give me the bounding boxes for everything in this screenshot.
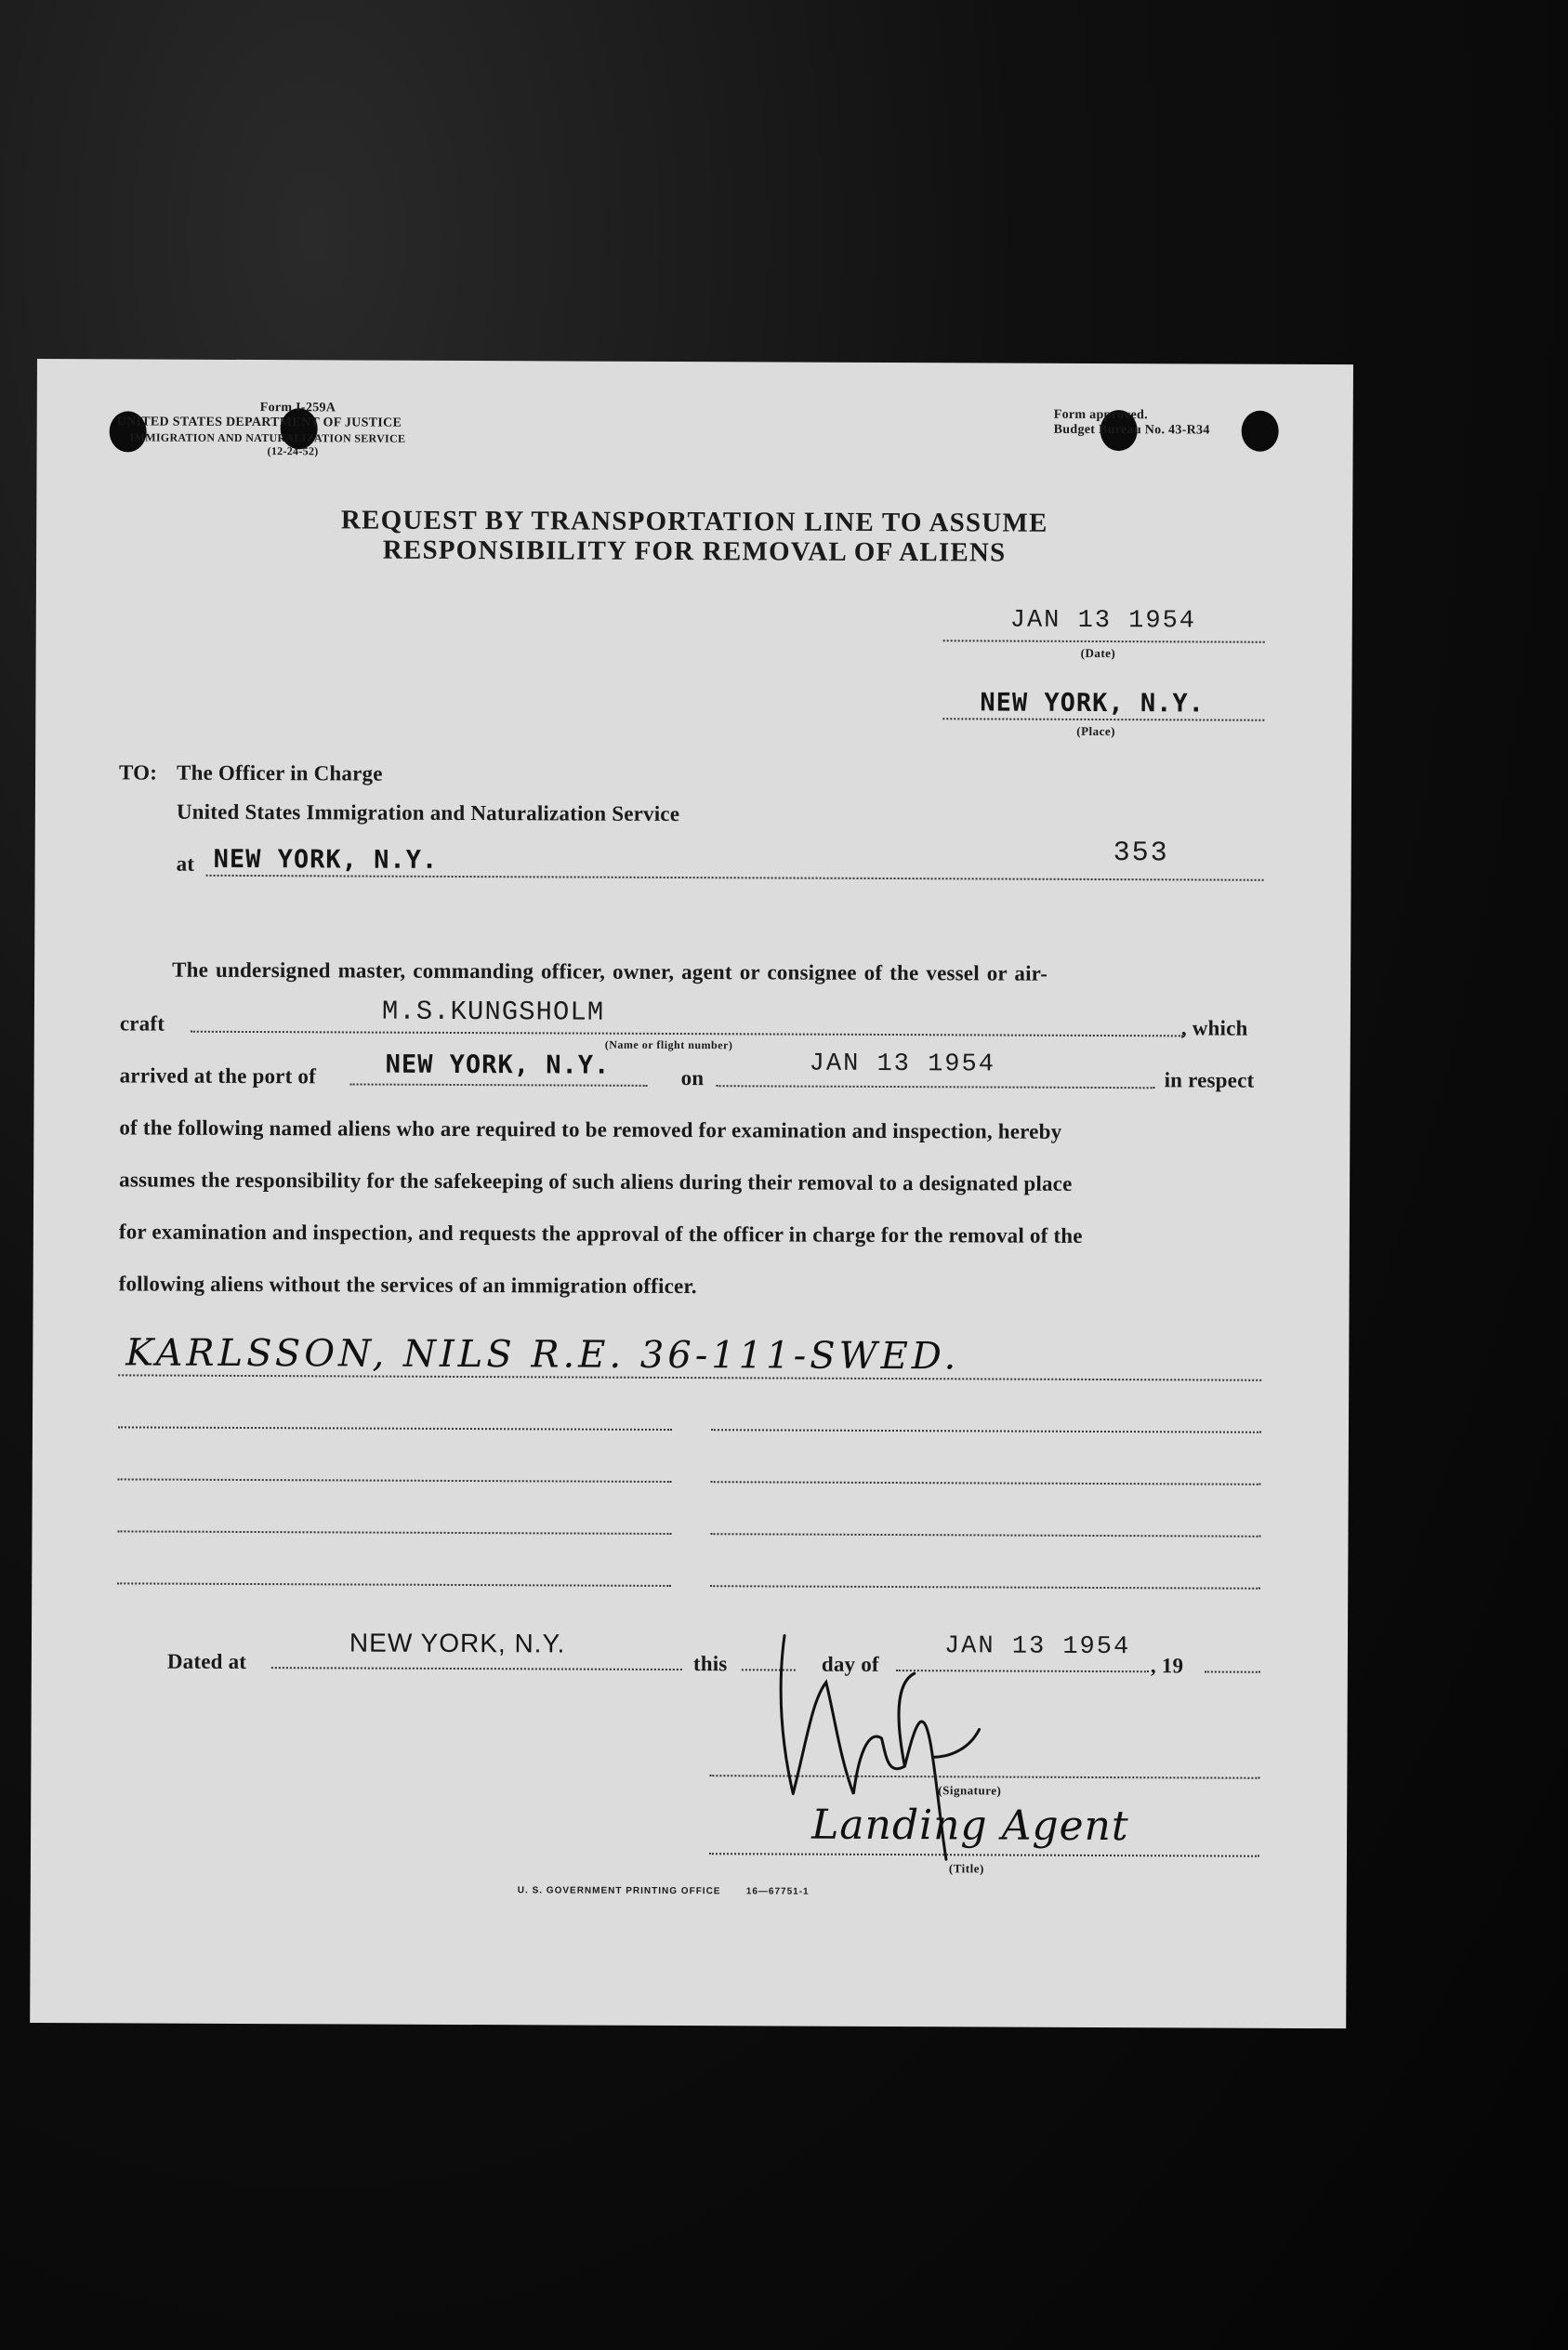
- form-revision-date: (12-24-52): [267, 444, 319, 458]
- department-name: UNITED STATES DEPARTMENT OF JUSTICE: [116, 415, 402, 430]
- date-caption: (Date): [1080, 645, 1116, 661]
- alien-line-2a: [118, 1426, 672, 1431]
- alien-line-2b: [711, 1429, 1261, 1433]
- addressee-line-1: The Officer in Charge: [177, 760, 383, 786]
- alien-line-5a: [117, 1582, 671, 1587]
- place-line: [942, 718, 1264, 721]
- approval-line-2: Budget Bureau No. 43-R34: [1053, 422, 1210, 438]
- date-line: [943, 640, 1265, 643]
- approval-line-1: Form approved.: [1053, 407, 1148, 423]
- form-number: Form I-259A: [259, 401, 336, 416]
- arrival-date-value: JAN 13 1954: [809, 1050, 995, 1079]
- body-line-1: The undersigned master, commanding officer, owner, agent or consignee of the vessel or air-: [172, 957, 1048, 985]
- alien-line-3a: [118, 1478, 672, 1483]
- craft-value: M.S.KUNGSHOLM: [381, 996, 605, 1028]
- dated-at-line: [271, 1667, 682, 1670]
- place-value: NEW YORK, N.Y.: [980, 688, 1206, 719]
- day-of-label: day of: [821, 1652, 879, 1676]
- handwritten-title: Landing Agent: [811, 1801, 1129, 1851]
- service-name: IMMIGRATION AND NATURALIZATION SERVICE: [129, 430, 406, 445]
- craft-label: craft: [119, 1011, 165, 1036]
- day-of-value: JAN 13 1954: [943, 1632, 1131, 1662]
- addressee-line-2: United States Immigration and Naturalization Service: [176, 799, 680, 826]
- year-line: [1205, 1670, 1260, 1672]
- this-label: this: [692, 1652, 728, 1676]
- arrival-date-line: [717, 1085, 1155, 1089]
- signature-caption: (Signature): [938, 1783, 1002, 1798]
- in-respect-label: in respect: [1164, 1068, 1255, 1092]
- form-document: [30, 359, 1353, 2028]
- alien-line-5b: [710, 1585, 1260, 1590]
- date-value: JAN 13 1954: [1009, 606, 1197, 636]
- office-number: 353: [1113, 838, 1169, 870]
- at-value: NEW YORK, N.Y.: [213, 844, 439, 875]
- place-caption: (Place): [1076, 723, 1116, 739]
- printer-imprint: U. S. GOVERNMENT PRINTING OFFICE: [517, 1885, 721, 1897]
- craft-line: [191, 1031, 1183, 1037]
- dated-at-label: Dated at: [166, 1649, 247, 1673]
- alien-line-4a: [117, 1530, 671, 1535]
- alien-entry-1: KARLSSON, NILS R.E. 36-111-SWED.: [125, 1331, 960, 1379]
- on-label: on: [680, 1066, 705, 1090]
- year-label: , 19: [1150, 1654, 1184, 1678]
- which-label: , which: [1180, 1016, 1248, 1040]
- body-line-6: for examination and inspection, and requests the approval of the officer in charge for the removal of the: [118, 1220, 1083, 1248]
- port-value: NEW YORK, N.Y.: [385, 1050, 611, 1080]
- arrived-label: arrived at the port of: [119, 1063, 317, 1089]
- craft-caption: (Name or flight number): [604, 1037, 733, 1052]
- at-label: at: [176, 852, 195, 876]
- dated-at-value: NEW YORK, N.Y.: [349, 1628, 566, 1658]
- form-title-line-2: RESPONSIBILITY FOR REMOVAL OF ALIENS: [382, 535, 1007, 568]
- form-title-line-1: REQUEST BY TRANSPORTATION LINE TO ASSUME: [340, 505, 1048, 538]
- alien-line-4b: [710, 1533, 1260, 1538]
- printer-code: 16—67751-1: [745, 1886, 810, 1897]
- alien-line-3b: [711, 1481, 1261, 1485]
- body-line-7: following aliens without the services of an immigration officer.: [118, 1272, 697, 1299]
- port-line: [350, 1083, 648, 1086]
- to-label: TO:: [119, 760, 158, 785]
- punch-hole-right-2: [1242, 411, 1279, 452]
- body-line-4: of the following named aliens who are required to be removed for examination and inspection, hereby: [119, 1116, 1062, 1143]
- at-line: [206, 875, 1264, 881]
- title-caption: (Title): [948, 1861, 984, 1876]
- body-line-5: assumes the responsibility for the safekeeping of such aliens during their removal to a designated place: [119, 1168, 1073, 1195]
